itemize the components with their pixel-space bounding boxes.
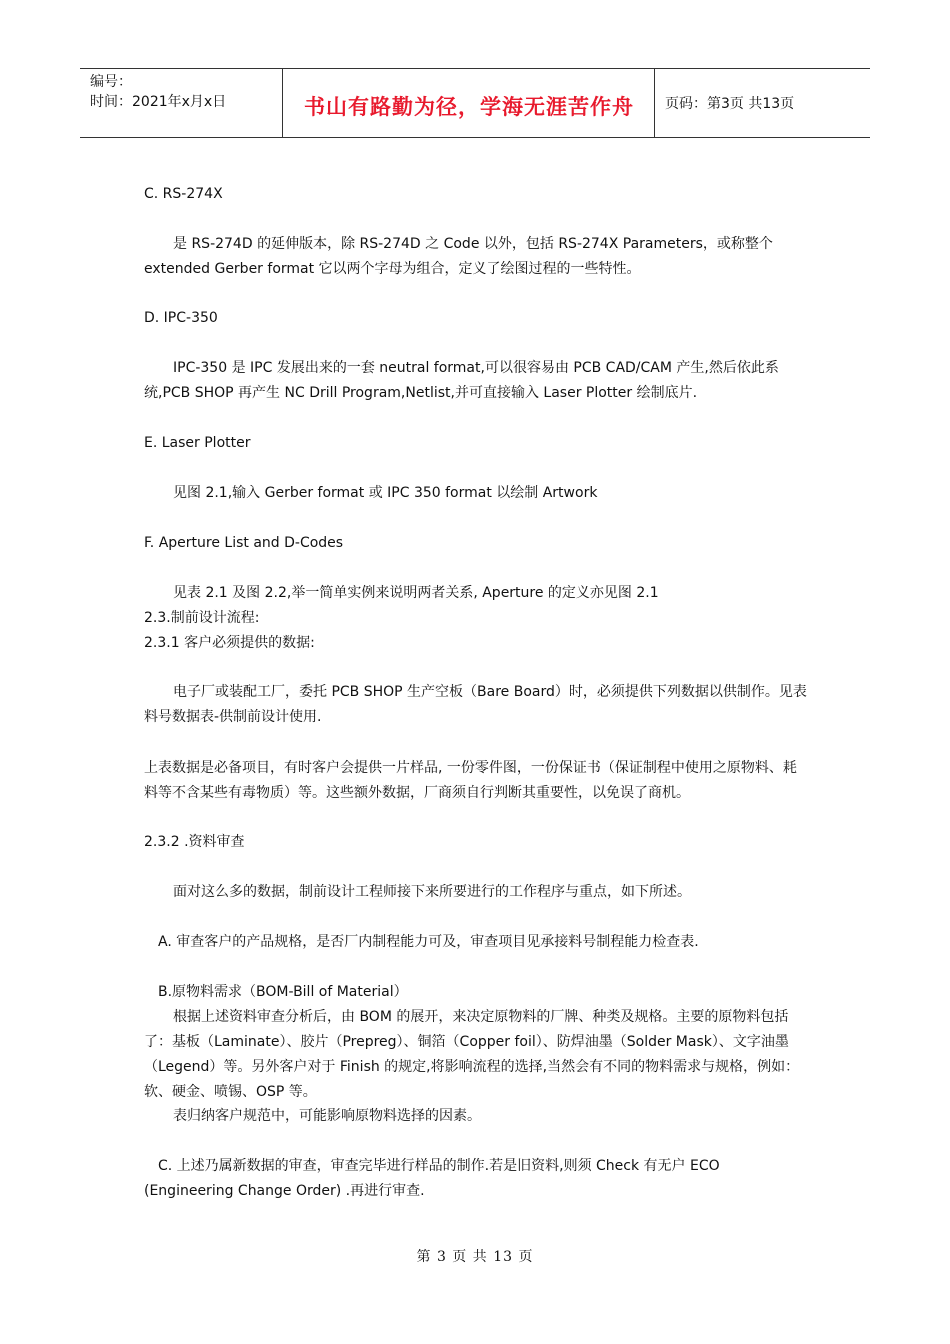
section-d-heading: D. IPC-350 — [144, 310, 218, 326]
paragraph-customer-data: 电子厂或装配工厂，委托 PCB SHOP 生产空板（Bare Board）时，必须提供下列数据以供制作。见表料号数据表-供制前设计使用. — [144, 684, 807, 725]
header-motto: 书山有路勤为径，学海无涯苦作舟 — [304, 95, 634, 119]
review-item-b-text: 根据上述资料审查分析后，由 BOM 的展开，来决定原物料的厂牌、种类及规格。主要的原物料包括了：基板（Laminate）、胶片（Prepreg）、铜箔（Copper foil）、防焊油墨（Solder Mask）、文字油墨（Legend）等。另外客户对于 Finish 的规定,将影响流程的选择,当然会有不同的物料需求与规格，例如：软、硬金、喷锡、OSP 等。 — [144, 1009, 800, 1100]
section-c-text: 是 RS-274D 的延伸版本，除 RS-274D 之 Code 以外，包括 RS-274X Parameters，或称整个 extended Gerber format 它以两个字母为组合，定义了绘图过程的一些特性。 — [144, 236, 773, 277]
page-header — [80, 68, 870, 138]
date-label: 时间：2021年x月x日 — [90, 94, 227, 110]
review-item-b: B.原物料需求（BOM-Bill of Material） — [158, 984, 408, 1000]
paragraph-extra-data: 上表数据是必备项目，有时客户会提供一片样品, 一份零件图，一份保证书（保证制程中使用之原物料、耗料等不含某些有毒物质）等。这些额外数据，厂商须自行判断其重要性，以免误了商机。 — [144, 760, 797, 801]
section-f-text: 见表 2.1 及图 2.2,举一简单实例来说明两者关系, Aperture 的定义亦见图 2.1 — [173, 585, 659, 601]
section-2-3-heading: 2.3.制前设计流程: — [144, 610, 260, 626]
review-item-b-note: 表归纳客户规范中，可能影响原物料选择的因素。 — [173, 1108, 481, 1124]
section-c-heading: C. RS-274X — [144, 186, 223, 202]
serial-label: 编号： — [90, 74, 132, 90]
paragraph-review-intro: 面对这么多的数据，制前设计工程师接下来所要进行的工作程序与重点，如下所述。 — [173, 884, 691, 900]
section-e-text: 见图 2.1,输入 Gerber format 或 IPC 350 format 以绘制 Artwork — [173, 485, 598, 501]
page-footer: 第 3 页 共 13 页 — [416, 1249, 534, 1265]
section-2-3-2-heading: 2.3.2 .资料审查 — [144, 834, 245, 850]
review-item-a: A. 审查客户的产品规格，是否厂内制程能力可及，审查项目见承接料号制程能力检查表. — [158, 934, 699, 950]
header-page-info: 页码：第3页 共13页 — [665, 96, 795, 112]
header-meta — [90, 72, 226, 112]
section-f-heading: F. Aperture List and D-Codes — [144, 535, 344, 551]
section-2-3-1-heading: 2.3.1 客户必须提供的数据: — [144, 635, 315, 651]
section-e-heading: E. Laser Plotter — [144, 435, 251, 451]
section-d-text: IPC-350 是 IPC 发展出来的一套 neutral format,可以很容易由 PCB CAD/CAM 产生,然后依此系统,PCB SHOP 再产生 NC Drill Program,Netlist,并可直接输入 Laser Plotter 绘制底片. — [144, 360, 779, 401]
header-divider — [654, 69, 655, 137]
review-item-c: C. 上述乃属新数据的审查，审查完毕进行样品的制作.若是旧资料,则须 Check 有无户 ECO (Engineering Change Order) .再进行审查. — [144, 1158, 720, 1199]
